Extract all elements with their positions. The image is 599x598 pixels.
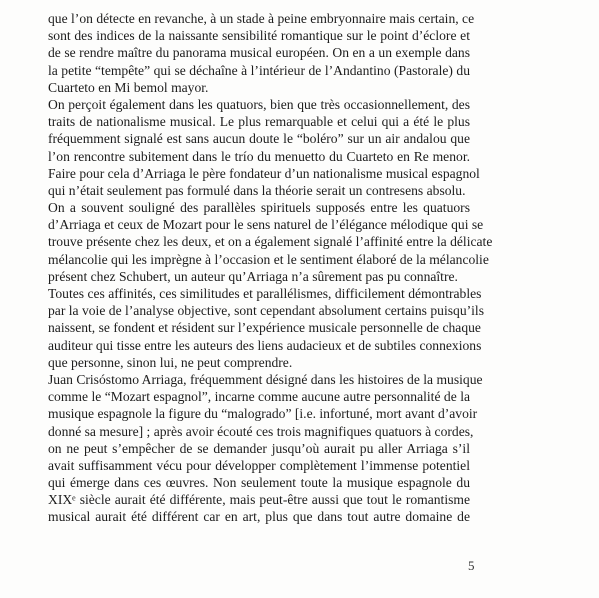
text-line: Faire pour cela d’Arriaga le père fondateur d’un nationalisme musical espagnol [48,165,480,181]
body-text [48,10,493,526]
text-line: présent chez Schubert, un auteur qu’Arriaga n’a sûrement pas pu connaître. [48,268,458,284]
text-line: Juan Crisóstomo Arriaga, fréquemment désigné dans les histoires de la musique [48,371,483,387]
text-line: par la voie de l’analyse objective, sont cependant absolument certains puisqu’ils [48,303,484,319]
text-line: musical aurait été différent car en art, plus que dans tout autre domaine de [48,509,470,525]
text-line: naissent, se fondent et résident sur l’expérience musicale personnelle de chaque [48,320,481,336]
text-line: qui n’était seulement pas formulé dans la théorie serait un contresens absolu. [48,182,466,198]
text-line: musique espagnole la figure du “malogrado” [i.e. infortuné, mort avant d’avoir [48,406,478,422]
text-line: Cuarteto en Mi bemol mayor. [48,79,209,95]
text-line: on ne peut s’empêcher de se demander jusqu’où aurait pu aller Arriaga s’il [48,440,470,456]
paragraph-2 [48,96,480,199]
text-line: trouve présente chez les deux, et on a également signalé l’affinité entre la délicate [48,234,493,250]
paragraph-3 [48,199,493,371]
text-line: que personne, sinon lui, ne peut comprendre. [48,354,293,370]
text-line: fréquemment signalé est sans aucun doute le “boléro” sur un air andalou que [48,131,470,147]
text-line: On a souvent souligné des parallèles spirituels supposés entre les quatuors [48,200,470,216]
text-line: XIXᵉ siècle aurait été différente, mais peut-être aussi que tout le romantisme [48,492,470,508]
text-line: On perçoit également dans les quatuors, bien que très occasionnellement, des [48,96,470,112]
text-line: avait suffisamment vécu pour développer complètement l’immense potentiel [48,457,470,473]
text-line: Toutes ces affinités, ces similitudes et parallélismes, difficilement démontrables [48,286,482,301]
paragraph-1 [48,10,475,96]
text-line: que l’on détecte en revanche, à un stade à peine embryonnaire mais certain, ce [48,11,475,26]
text-line: comme le “Mozart espagnol”, incarne comme aucune autre personnalité de la [48,389,470,405]
text-line: la petite “tempête” qui se déchaîne à l’intérieur de l’Andantino (Pastorale) du [48,62,470,78]
page-number: 5 [468,558,475,573]
text-line: mélancolie qui les imprègne à l’occasion et le sentiment élaboré de la mélancolie [48,251,489,267]
text-line: traits de nationalisme musical. Le plus remarquable et celui qui a été le plus [48,114,470,130]
text-line: qui émerge dans ces œuvres. Non seulement toute la musique espagnole du [48,475,470,491]
text-line: sont des indices de la naissante sensibilité romantique sur le point d’éclore et [48,28,470,44]
text-line: auditeur qui tisse entre les auteurs des liens audacieux et de subtiles connexions [48,337,482,353]
text-line: l’on rencontre subitement dans le trío du menuetto du Cuarteto en Re menor. [48,148,470,164]
text-line: d’Arriaga et ceux de Mozart pour le sens naturel de l’élégance mélodique qui se [48,217,484,233]
paragraph-4 [48,371,483,526]
text-line: donné sa mesure] ; après avoir écouté ces trois magnifiques quatuors à cordes, [48,423,474,439]
text-line: de se rendre maître du panorama musical européen. On en a un exemple dans [48,45,470,61]
